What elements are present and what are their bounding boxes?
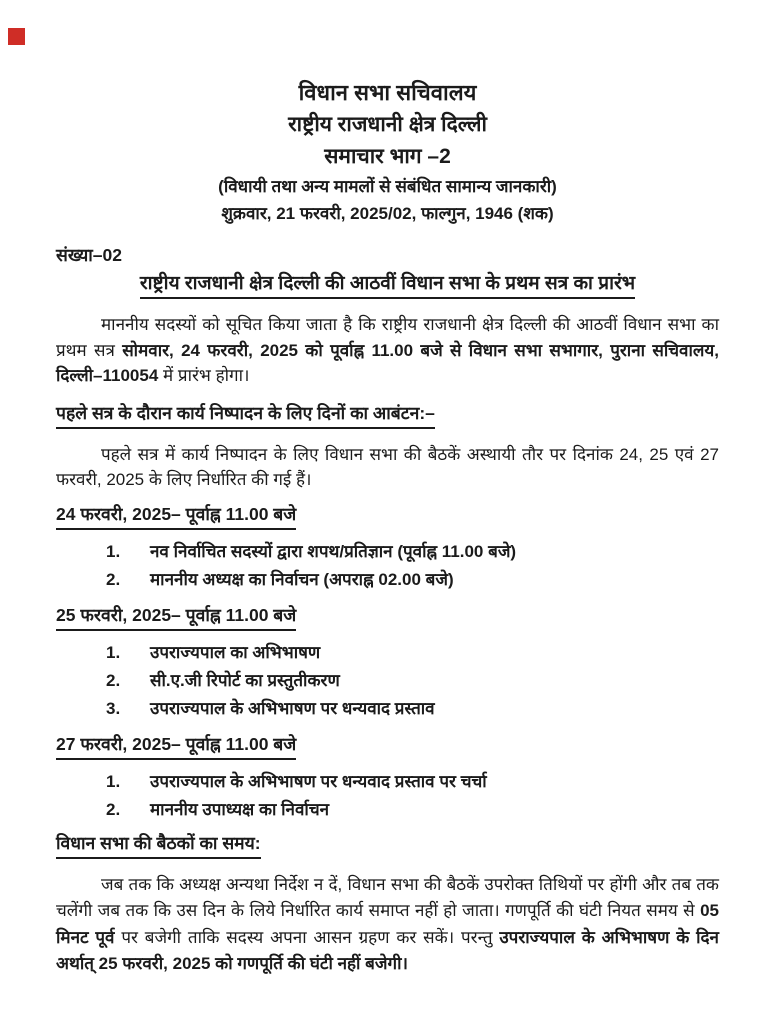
agenda-item xyxy=(56,566,719,594)
red-square-marker xyxy=(8,28,25,45)
main-heading-row xyxy=(56,269,719,299)
session-datetime-venue: सोमवार, 24 फरवरी, 2025 को पूर्वाह्न 11.00 बजे से विधान सभा सभागार, पुराना सचिवालय, दिल्ली–110054 xyxy=(56,340,719,385)
timing-text-2: पर बजेगी ताकि सदस्य अपना आसन ग्रहण कर सकें। परन्तु xyxy=(114,927,500,947)
issue-date-line: शुक्रवार, 21 फरवरी, 2025/02, फाल्गुन, 1946 (शक) xyxy=(221,204,554,223)
timing-text-1: जब तक कि अध्यक्ष अन्यथा निर्देश न दें, विधान सभा की बैठकें उपरोक्त तिथियों पर होंगी और तब तक चलेंगी जब तक कि उस दिन के लिये निर्धारित कार्य समाप्त नहीं हो जाता। गणपूर्ति की घंटी नियत समय से xyxy=(56,874,719,920)
timing-paragraph xyxy=(56,872,719,978)
agenda-list-24-feb xyxy=(56,538,719,594)
item-text: नव निर्वाचित सदस्यों द्वारा शपथ/प्रतिज्ञान (पूर्वाह्न 11.00 बजे) xyxy=(150,541,517,561)
agenda-item xyxy=(56,796,719,824)
day-heading-row xyxy=(56,732,719,760)
day-heading-row xyxy=(56,502,719,530)
item-number: 1. xyxy=(106,771,121,791)
item-text: उपराज्यपाल के अभिभाषण पर धन्यवाद प्रस्ताव xyxy=(150,698,435,718)
agenda-item xyxy=(56,538,719,566)
item-text: माननीय उपाध्यक्ष का निर्वाचन xyxy=(150,799,330,819)
day-heading-27-feb: 27 फरवरी, 2025– पूर्वाह्न 11.00 बजे xyxy=(56,732,296,760)
schedule-day-27-feb xyxy=(56,732,719,824)
no-bell-notice: उपराज्यपाल के अभिभाषण के दिन अर्थात् 25 फरवरी, 2025 को गणपूर्ति की घंटी नहीं बजेगी। xyxy=(56,927,719,973)
timing-heading: विधान सभा की बैठकों का समय: xyxy=(56,831,261,859)
main-heading: राष्ट्रीय राजधानी क्षेत्र दिल्ली की आठवीं विधान सभा के प्रथम सत्र का प्रारंभ xyxy=(140,269,635,299)
item-number: 2. xyxy=(106,799,121,819)
item-text: माननीय अध्यक्ष का निर्वाचन (अपराह्न 02.00 बजे) xyxy=(150,569,454,589)
item-number: 3. xyxy=(106,698,121,718)
agenda-list-27-feb xyxy=(56,768,719,824)
schedule-day-25-feb xyxy=(56,603,719,723)
item-text: उपराज्यपाल के अभिभाषण पर धन्यवाद प्रस्ताव पर चर्चा xyxy=(150,771,487,791)
bulletin-part-title: समाचार भाग –2 xyxy=(324,145,451,168)
item-number: 1. xyxy=(106,642,121,662)
issue-number: संख्या–02 xyxy=(56,245,122,265)
allotment-heading: पहले सत्र के दौरान कार्य निष्पादन के लिए दिनों का आबंटन:– xyxy=(56,401,435,429)
day-heading-24-feb: 24 फरवरी, 2025– पूर्वाह्न 11.00 बजे xyxy=(56,502,296,530)
day-heading-row xyxy=(56,603,719,631)
item-text: उपराज्यपाल का अभिभाषण xyxy=(150,642,321,662)
intro-text-end: में प्रारंभ होगा। xyxy=(158,366,250,385)
schedule-day-24-feb xyxy=(56,502,719,594)
org-title: विधान सभा सचिवालय xyxy=(298,80,477,105)
timing-heading-row xyxy=(56,831,719,859)
document-header xyxy=(56,76,719,227)
item-number: 2. xyxy=(106,670,121,690)
day-heading-25-feb: 25 फरवरी, 2025– पूर्वाह्न 11.00 बजे xyxy=(56,603,296,631)
item-number: 2. xyxy=(106,569,121,589)
agenda-item xyxy=(56,695,719,723)
intro-text-start: माननीय सदस्यों को सूचित किया जाता है कि राष्ट्रीय राजधानी क्षेत्र दिल्ली की आठवीं विधान सभा का प्रथम सत्र xyxy=(56,315,719,360)
intro-paragraph xyxy=(56,312,719,389)
agenda-item xyxy=(56,667,719,695)
agenda-list-25-feb xyxy=(56,639,719,723)
bulletin-description: (विधायी तथा अन्य मामलों से संबंधित सामान्य जानकारी) xyxy=(218,177,557,196)
allotment-heading-row xyxy=(56,401,719,429)
quorum-bell-offset: 05 मिनट पूर्व xyxy=(56,901,719,947)
agenda-item xyxy=(56,639,719,667)
org-region: राष्ट्रीय राजधानी क्षेत्र दिल्ली xyxy=(288,113,487,136)
allotment-paragraph: पहले सत्र में कार्य निष्पादन के लिए विधान सभा की बैठकें अस्थायी तौर पर दिनांक 24, 25 एवं 27 फरवरी, 2025 के लिए निर्धारित की गई हैं। xyxy=(56,444,719,489)
item-text: सी.ए.जी रिपोर्ट का प्रस्तुतीकरण xyxy=(150,670,340,690)
item-number: 1. xyxy=(106,541,121,561)
agenda-item xyxy=(56,768,719,796)
